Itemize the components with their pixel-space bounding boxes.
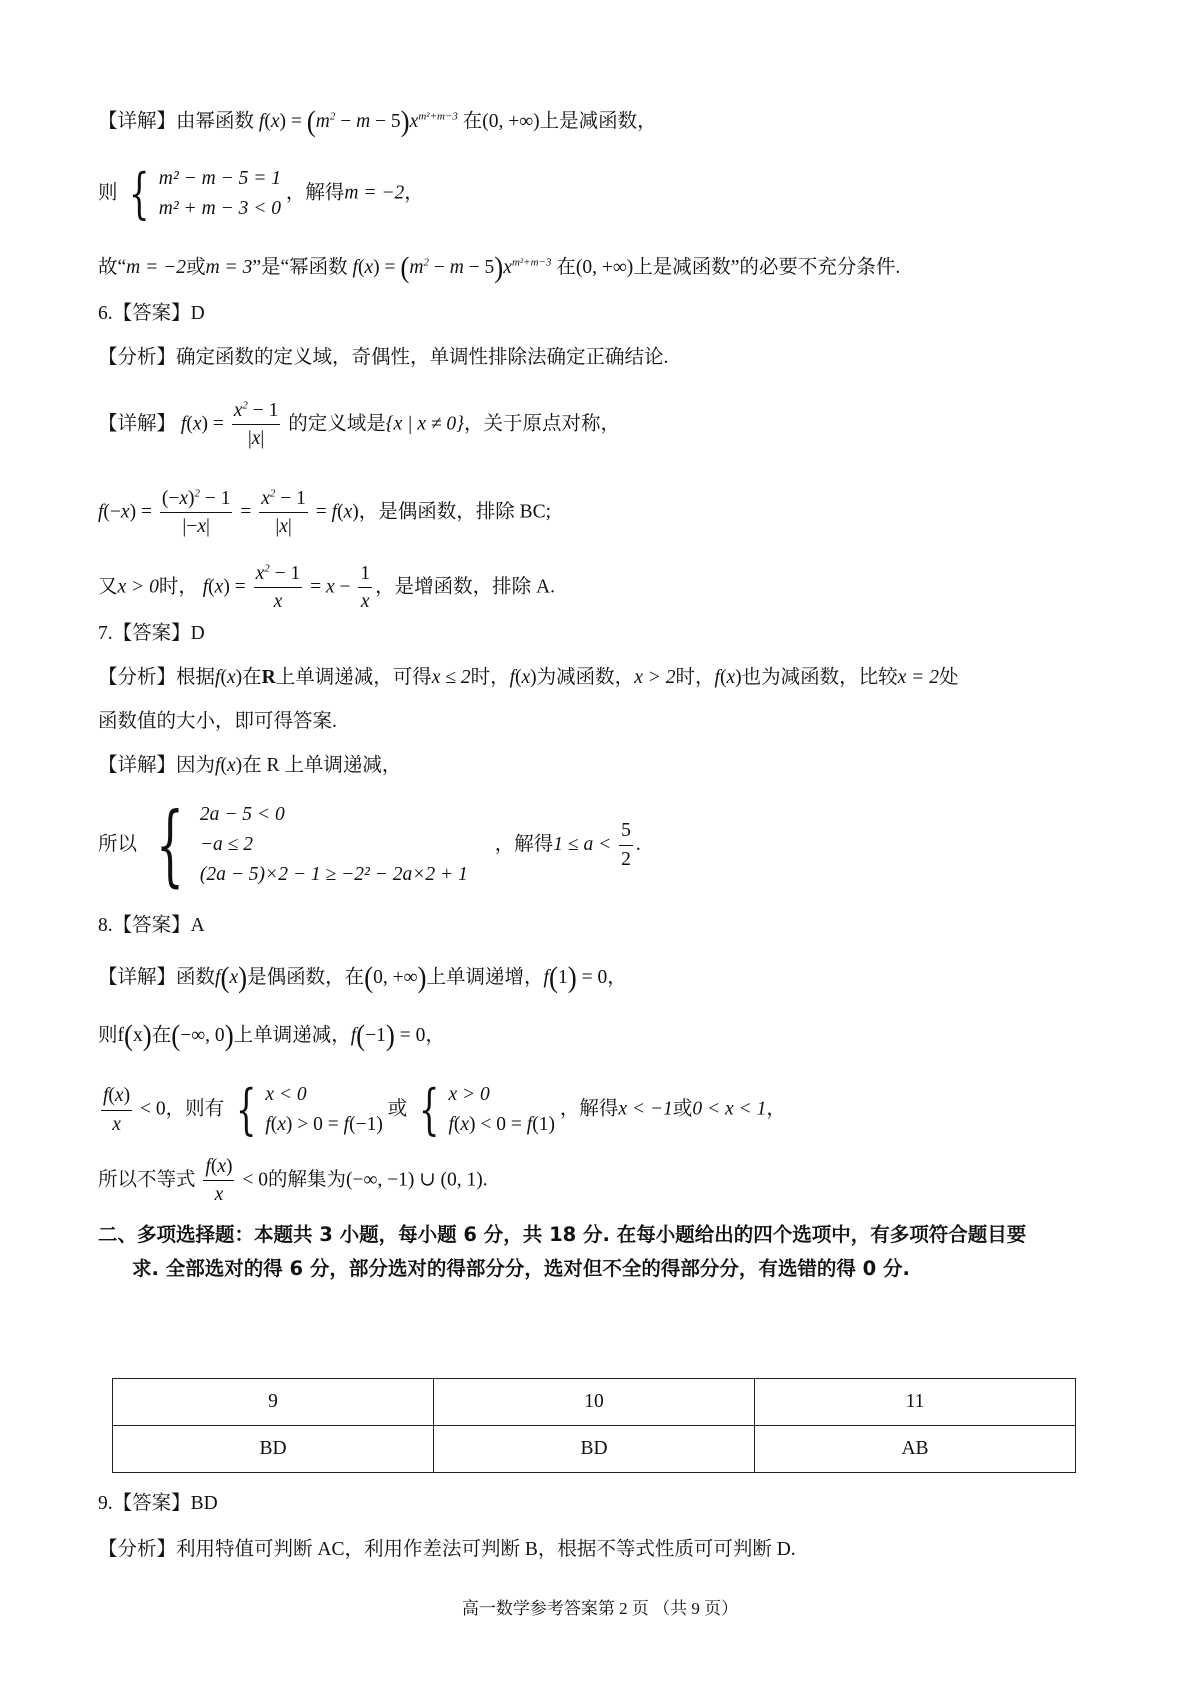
q8-detail-line-3: $\frac{f(x)}{x}$ < 0，则有 { x < 0 f(x) > 0 = f(−1) 或 { x > 0 f(x) < 0 = f(1) ，解得x < −1或0 < x < 1， <box>103 1078 786 1142</box>
system-line: 则 { m² − m − 5 = 1 m² + m − 3 < 0 ，解得m = −2， <box>98 162 424 226</box>
q6-detail-line-1: 【详解】 f(x) = $\frac{x^2 - 1}{|x|}$ 的定义域是{x | x ≠ 0}，关于原点对称， <box>98 399 621 450</box>
section-heading: 二、多项选择题：本题共 3 小题，每小题 6 分，共 18 分. 在每小题给出的四个选项中，有多项符合题目要 求. 全部选对的得 6 分，部分选对的得部分分，选对但不全的得部分分，有选错的得 0 分. <box>98 1223 1027 1280</box>
table-row <box>113 1426 1076 1473</box>
q9-analysis: 【分析】利用特值可判断 AC，利用作差法可判断 B，根据不等式性质可可判断 D. <box>98 1539 796 1560</box>
table-cell: AB <box>755 1426 1076 1473</box>
table-cell: 11 <box>755 1379 1076 1426</box>
q7-system-line: 所以 { 2a − 5 < 0 −a ≤ 2 (2a − 5)×2 − 1 ≥ −2² − 2a×2 + 1 ，解得1 ≤ a < $\frac{5}{2}$ . <box>98 793 641 897</box>
equation-system: { m² − m − 5 = 1 m² + m − 3 < 0 <box>129 162 281 226</box>
q8-answer: 8.【答案】A <box>98 915 205 936</box>
table-cell: 9 <box>113 1379 434 1426</box>
conclusion-line: 故“m = −2或m = 3”是“幂函数 $f(x) = (m^2 - m - 5)x^{m^2+m-3}$ 在(0, +∞)上是减函数”的必要不充分条件. <box>98 250 901 284</box>
q8-system-2: { x > 0 f(x) < 0 = f(1) <box>418 1078 555 1142</box>
detail-line-1: 【详解】由幂函数 $f(x) = (m^2 - m - 5)x^{m^2+m-3}$ 在(0, +∞)上是减函数， <box>98 104 657 138</box>
q7-detail-line-1: 【详解】因为f(x)在 R 上单调递减， <box>98 755 402 776</box>
q7-analysis-line-2: 函数值的大小，即可得答案. <box>98 711 337 732</box>
q8-detail-line-4: 所以不等式 $\frac{f(x)}{x}$ < 0的解集为(−∞, −1) ∪ (0, 1). <box>98 1156 488 1206</box>
q8-system-1: { x < 0 f(x) > 0 = f(−1) <box>235 1078 383 1142</box>
q6-detail-line-2: f(−x) = $\frac{(-x)^2 - 1}{|-x|}$ = $\frac{x^2 - 1}{|x|}$ = f(x)，是偶函数，排除 BC; <box>98 487 552 538</box>
table-cell: BD <box>434 1426 755 1473</box>
answer-table <box>112 1378 1076 1473</box>
q7-inequality-system: { 2a − 5 < 0 −a ≤ 2 (2a − 5)×2 − 1 ≥ −2² − 2a×2 + 1 <box>155 793 468 897</box>
page-footer: 高一数学参考答案第 2 页 （共 9 页） <box>461 1599 739 1618</box>
table-cell: 10 <box>434 1379 755 1426</box>
detail-tag: 【详解】 <box>98 111 177 132</box>
q6-analysis: 【分析】确定函数的定义域，奇偶性，单调性排除法确定正确结论. <box>98 347 669 368</box>
table-header-row <box>113 1379 1076 1426</box>
q8-detail-line-2: 则f(x)在(−∞, 0)上单调递减，f(−1) = 0， <box>98 1018 445 1052</box>
q6-detail-line-3: 又x > 0时， f(x) = $\frac{x^2 - 1}{x}$ = x − $\frac{1}{x}$ ，是增函数，排除 A. <box>98 562 555 613</box>
q9-answer: 9.【答案】BD <box>98 1493 218 1514</box>
table-cell: BD <box>113 1426 434 1473</box>
q7-analysis-line-1: 【分析】根据f(x)在R上单调递减，可得x ≤ 2时，f(x)为减函数，x > 2时，f(x)也为减函数，比较x = 2处 <box>98 667 959 688</box>
q7-answer: 7.【答案】D <box>98 623 205 644</box>
q6-answer: 6.【答案】D <box>98 303 205 324</box>
q8-detail-line-1: 【详解】函数f(x)是偶函数，在(0, +∞)上单调递增，f(1) = 0， <box>98 960 627 994</box>
